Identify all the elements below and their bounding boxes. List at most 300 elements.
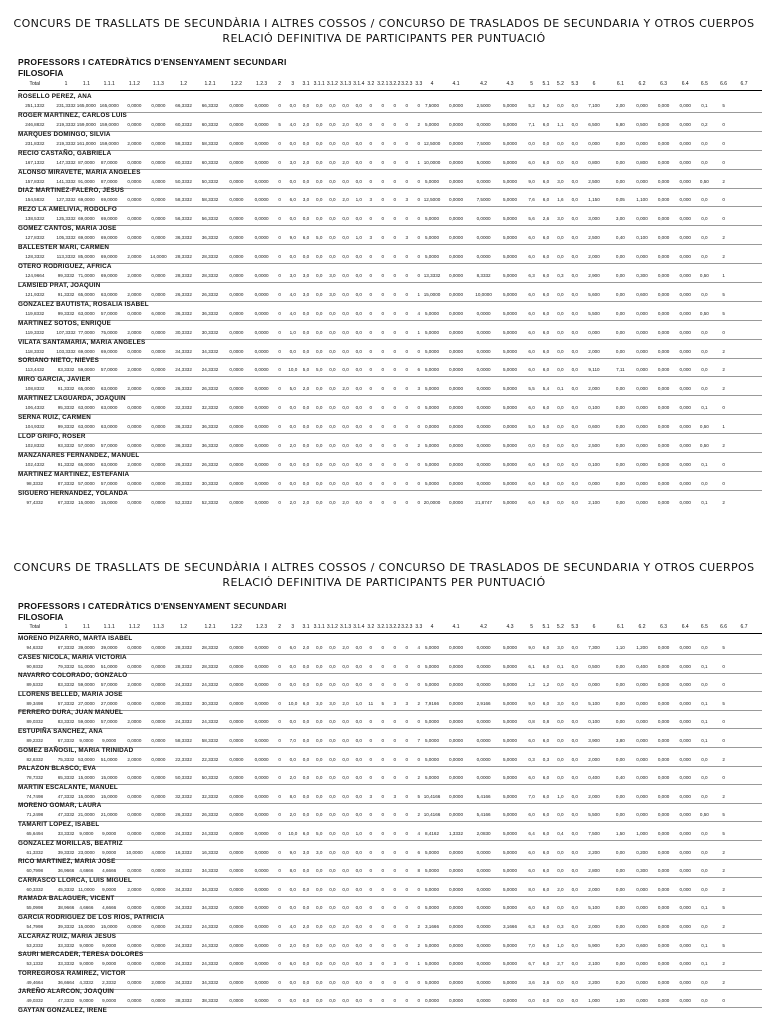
- score-cell: 6,0: [289, 961, 296, 967]
- score-cell: 0,20: [615, 979, 625, 985]
- score-cell: 5,0: [315, 830, 323, 836]
- score-cell: 6,0: [528, 310, 535, 316]
- score-cell: 0,1: [701, 405, 708, 411]
- score-cell: 36,9666: [57, 868, 75, 874]
- score-cell: 0: [417, 140, 421, 146]
- table-row: [18, 913, 762, 932]
- participant-name: MORENO PIZARRO, MARTA ISABEL: [18, 635, 133, 642]
- score-cell: 0: [369, 905, 373, 911]
- score-cell: 0,0000: [229, 291, 244, 297]
- score-cell: 0,0: [315, 961, 323, 967]
- score-cell: 0,000: [679, 923, 691, 929]
- score-cell: 0,0: [315, 812, 323, 818]
- score-cell: 0,0000: [476, 121, 491, 127]
- score-cell: 0,0: [355, 905, 362, 911]
- score-cell: 47,3332: [57, 812, 75, 818]
- score-cell: 0: [405, 121, 409, 127]
- score-cell: 0: [369, 737, 373, 743]
- column-header: [18, 80, 762, 91]
- score-cell: 57,0000: [100, 682, 118, 688]
- score-cell: 0: [405, 329, 409, 335]
- score-cell: 138,5332: [25, 216, 45, 222]
- score-cell: 0: [278, 310, 281, 316]
- score-cell: 0: [278, 443, 281, 449]
- score-cell: 0: [381, 386, 385, 392]
- score-cell: 0: [278, 775, 281, 781]
- score-cell: 0,0000: [127, 499, 142, 505]
- score-cell: 0,0000: [448, 367, 464, 373]
- score-cell: 0: [393, 998, 397, 1004]
- participant-name: RICO MARTINEZ, MARIA JOSE: [18, 858, 116, 866]
- score-cell: 4,0: [289, 121, 296, 127]
- score-cell: 11: [368, 700, 374, 706]
- score-cell: 0,0000: [476, 719, 491, 725]
- score-cell: 2,500: [588, 235, 600, 241]
- score-cell: 0,0000: [476, 386, 491, 392]
- score-cell: 2: [722, 793, 725, 799]
- score-cell: 58,3332: [175, 737, 192, 743]
- score-cell: 0,0000: [229, 197, 244, 203]
- table-row: [18, 319, 762, 338]
- score-cell: 6,0: [542, 405, 550, 411]
- score-cell: 0: [369, 291, 373, 297]
- score-cell: 0,0: [315, 923, 323, 929]
- participant-name: GOMEZ CANTOS, MARIA JOSE: [18, 225, 117, 233]
- score-cell: 0: [278, 979, 281, 985]
- score-cell: 0,000: [657, 103, 670, 108]
- column-label: 1.2.1: [204, 624, 216, 630]
- score-cell: 0,0: [329, 961, 336, 967]
- score-cell: 0: [405, 645, 409, 650]
- score-cell: 0,0: [289, 756, 296, 762]
- score-cell: 0,0: [315, 737, 323, 743]
- score-cell: 5,0000: [502, 443, 518, 449]
- score-cell: 0,0000: [127, 235, 142, 241]
- score-cell: 0,000: [679, 235, 691, 241]
- score-cell: 0,0000: [151, 499, 166, 505]
- score-cell: 6,0: [528, 812, 535, 818]
- score-cell: 0,0000: [254, 121, 269, 127]
- score-cell: 7: [417, 737, 421, 743]
- score-cell: 0: [417, 216, 421, 222]
- score-cell: 0: [393, 273, 397, 279]
- score-cell: 0,000: [679, 886, 691, 892]
- column-label: 3.1: [302, 81, 310, 87]
- score-cell: 0,0: [315, 480, 323, 486]
- score-cell: 0,00: [615, 254, 625, 260]
- score-cell: 50,3332: [201, 178, 219, 184]
- score-cell: 54,7998: [26, 923, 44, 929]
- score-cell: 0,0000: [151, 103, 166, 108]
- score-cell: 0,000: [657, 737, 670, 743]
- score-cell: 79,3332: [57, 663, 75, 669]
- score-cell: 107,3332: [56, 329, 76, 335]
- participant-name: MIRO GARCIA, JAVIER: [18, 376, 91, 384]
- score-cell: 0,0: [329, 103, 336, 108]
- score-cell: 0,0: [302, 216, 310, 222]
- score-cell: 2,100: [588, 499, 600, 505]
- score-cell: 0: [278, 868, 281, 874]
- score-cell: 5,0000: [502, 103, 518, 108]
- score-cell: 0: [405, 348, 409, 354]
- score-cell: 5: [722, 812, 725, 818]
- column-label: 2: [278, 81, 281, 87]
- score-cell: 0: [278, 461, 281, 467]
- score-cell: 0,000: [657, 424, 670, 430]
- score-cell: 5,0000: [424, 886, 440, 892]
- score-cell: 24,3332: [175, 719, 192, 725]
- column-label: 5: [530, 624, 533, 630]
- score-cell: 0: [405, 273, 409, 279]
- score-cell: 2: [722, 923, 725, 929]
- score-cell: 0,0: [355, 499, 362, 505]
- score-cell: 6,0: [528, 348, 535, 354]
- score-cell: 0,000: [588, 140, 600, 146]
- score-cell: 0,0: [329, 645, 336, 650]
- score-cell: 28,3332: [175, 273, 192, 279]
- score-cell: 0: [278, 700, 281, 706]
- score-cell: 0,0: [329, 121, 336, 127]
- score-cell: 0,0000: [254, 645, 269, 650]
- score-cell: 0,0: [315, 291, 323, 297]
- score-cell: 0,000: [679, 663, 691, 669]
- score-cell: 0,0000: [448, 159, 464, 165]
- score-cell: 0: [722, 663, 725, 669]
- score-cell: 1: [722, 424, 725, 430]
- column-label: 3.2: [367, 624, 375, 630]
- score-cell: 5,5: [528, 386, 535, 392]
- participant-name: TORREGROSA RAMIREZ, VICTOR: [18, 969, 126, 977]
- score-cell: 0: [405, 103, 409, 108]
- score-cell: 0,0000: [229, 254, 244, 260]
- score-cell: 0,0000: [448, 756, 464, 762]
- score-cell: 57,0000: [100, 480, 118, 486]
- score-cell: 0,0: [701, 216, 708, 222]
- score-cell: 0,0000: [127, 216, 142, 222]
- score-cell: 15,0000: [78, 775, 95, 781]
- score-cell: 7,1: [528, 121, 535, 127]
- score-cell: 0,0000: [254, 961, 269, 967]
- score-cell: 7,6: [528, 197, 535, 203]
- score-cell: 0,000: [636, 499, 648, 505]
- score-cell: 5,0000: [424, 663, 440, 669]
- score-cell: 0,0: [342, 140, 349, 146]
- score-cell: 0,0: [355, 443, 362, 449]
- score-cell: 0: [369, 812, 373, 818]
- score-cell: 0,0: [302, 775, 310, 781]
- score-cell: 0: [381, 756, 385, 762]
- score-cell: 0,0: [289, 178, 296, 184]
- score-cell: 5,0000: [502, 386, 518, 392]
- score-cell: 0,0: [557, 756, 564, 762]
- score-cell: 9,0: [528, 700, 535, 706]
- score-cell: 6,0: [528, 868, 535, 874]
- score-cell: 0,8: [528, 719, 535, 725]
- score-cell: 69,0000: [100, 197, 118, 203]
- score-cell: 39,3332: [57, 849, 75, 855]
- score-cell: 0,0: [571, 737, 578, 743]
- score-cell: 9,0000: [79, 830, 94, 836]
- score-cell: 5,0: [542, 424, 550, 430]
- column-label: 3.3: [415, 624, 423, 630]
- score-cell: 26,3332: [175, 461, 192, 467]
- score-cell: 9,0000: [102, 998, 117, 1004]
- score-cell: 5,0000: [424, 121, 440, 127]
- score-cell: 24,3332: [175, 830, 192, 836]
- score-cell: 6,0: [542, 121, 550, 127]
- score-cell: 0,000: [636, 461, 648, 467]
- speciality-heading: FILOSOFIA: [18, 612, 64, 622]
- score-cell: 24,3332: [201, 719, 219, 725]
- score-cell: 56,3332: [201, 216, 219, 222]
- score-cell: 0: [393, 235, 397, 241]
- score-cell: 0,000: [679, 499, 691, 505]
- score-cell: 99,3332: [57, 273, 75, 279]
- score-cell: 0,0: [571, 103, 578, 108]
- score-cell: 0,0000: [229, 700, 244, 706]
- score-cell: 47,3332: [57, 793, 75, 799]
- score-cell: 0: [393, 405, 397, 411]
- column-label: 3.1.2: [326, 81, 338, 87]
- score-cell: 0: [405, 793, 409, 799]
- score-cell: 0,0: [289, 719, 296, 725]
- score-cell: 0,0: [289, 216, 296, 222]
- score-cell: 0: [405, 961, 409, 967]
- score-cell: 0,0: [315, 793, 323, 799]
- score-cell: 0,0: [329, 812, 336, 818]
- score-cell: 0: [417, 886, 421, 892]
- score-cell: 2,0: [302, 159, 310, 165]
- score-cell: 51,0000: [100, 756, 118, 762]
- report-title: [0, 16, 768, 46]
- score-cell: 3,900: [588, 737, 600, 743]
- score-cell: 60,7998: [26, 868, 44, 874]
- score-cell: 6,0: [528, 905, 535, 911]
- score-cell: 0,0: [302, 998, 310, 1004]
- score-cell: 15,0000: [78, 923, 95, 929]
- score-cell: 5,0000: [502, 367, 518, 373]
- score-cell: 0,0: [355, 979, 362, 985]
- score-cell: 0,000: [679, 737, 691, 743]
- score-cell: 69,0000: [100, 254, 118, 260]
- score-cell: 0,0: [557, 140, 564, 146]
- score-cell: 36,3332: [201, 310, 219, 316]
- score-cell: 3,0: [557, 216, 564, 222]
- score-cell: 0,000: [636, 682, 648, 688]
- score-cell: 5,0000: [502, 499, 518, 505]
- score-cell: 6,0: [542, 663, 550, 669]
- table-row: [18, 394, 762, 413]
- score-cell: 0,000: [636, 998, 648, 1004]
- table-row: [18, 969, 762, 988]
- score-cell: 0,0: [315, 756, 323, 762]
- score-cell: 0,0000: [448, 775, 464, 781]
- score-cell: 0,0: [355, 140, 362, 146]
- column-label: 6.2: [638, 81, 646, 87]
- score-cell: 0: [369, 775, 373, 781]
- score-cell: 57,0000: [100, 310, 118, 316]
- score-cell: 0,00: [615, 159, 625, 165]
- score-cell: 0,0000: [448, 254, 464, 260]
- column-label: 5.3: [571, 624, 579, 630]
- score-cell: 0,0: [342, 235, 349, 241]
- score-cell: 0,000: [657, 663, 670, 669]
- participant-name: ROSELLO PEREZ, ANA: [18, 93, 92, 100]
- score-cell: 0,000: [657, 849, 670, 855]
- score-cell: 0,0: [302, 868, 310, 874]
- score-cell: 5,100: [588, 700, 600, 706]
- score-cell: 0: [278, 235, 281, 241]
- title-line-2: RELACIÓ DEFINITIVA DE PARTICIPANTS PER PUNTUACIÓ: [222, 576, 546, 589]
- score-cell: 0,000: [657, 942, 670, 948]
- score-cell: 0: [369, 480, 373, 486]
- column-label: 1.2.1: [204, 81, 216, 87]
- score-cell: 69,0000: [100, 235, 118, 241]
- score-cell: 0: [278, 386, 281, 392]
- participant-name: LLOP GRIFO, ROSER: [18, 433, 86, 441]
- score-cell: 24,3332: [201, 367, 219, 373]
- score-cell: 5,0000: [424, 756, 440, 762]
- score-cell: 0,0: [329, 682, 336, 688]
- table-row: [18, 356, 762, 375]
- score-cell: 0,0000: [254, 682, 269, 688]
- score-cell: 53,0000: [78, 756, 95, 762]
- score-cell: 0,0000: [151, 812, 166, 818]
- column-label: 1.1.2: [128, 81, 140, 87]
- score-cell: 0,0000: [254, 424, 269, 430]
- table-row: [18, 262, 762, 281]
- score-cell: 5,0000: [502, 663, 518, 669]
- score-cell: 0,000: [636, 310, 648, 316]
- score-cell: 0,0000: [448, 310, 464, 316]
- score-cell: 0: [369, 310, 373, 316]
- score-cell: 0,2: [701, 121, 708, 127]
- score-cell: 5,0000: [502, 979, 518, 985]
- score-cell: 0,000: [657, 443, 670, 449]
- score-cell: 0,0000: [448, 942, 464, 948]
- score-cell: 0,0: [571, 178, 578, 184]
- score-cell: 2,0000: [127, 140, 142, 146]
- score-cell: 6,0: [542, 197, 550, 203]
- score-cell: 3,0: [329, 700, 336, 706]
- score-cell: 2,0: [342, 700, 349, 706]
- score-cell: 0: [381, 235, 385, 241]
- column-label: 3: [291, 624, 295, 630]
- score-cell: 106,4332: [25, 405, 45, 411]
- score-cell: 0: [393, 140, 397, 146]
- score-cell: 0,05: [615, 197, 625, 203]
- score-cell: 0,0: [342, 849, 349, 855]
- score-cell: 0: [405, 979, 409, 985]
- score-cell: 0,0: [571, 273, 578, 279]
- column-label: 1.1.3: [152, 81, 164, 87]
- score-cell: 0,0000: [151, 121, 166, 127]
- score-cell: 75,0000: [100, 329, 118, 335]
- score-cell: 3,0: [289, 273, 296, 279]
- score-cell: 0: [369, 140, 373, 146]
- score-cell: 0,0: [571, 886, 578, 892]
- score-cell: 0,0: [315, 942, 323, 948]
- score-cell: 52,3332: [201, 499, 219, 505]
- score-cell: 0,0: [329, 178, 336, 184]
- score-cell: 0: [722, 480, 725, 486]
- score-cell: 5,0000: [424, 682, 440, 688]
- score-cell: 0: [278, 886, 281, 892]
- score-cell: 0,000: [679, 979, 691, 985]
- score-cell: 0,0: [701, 197, 708, 203]
- score-cell: 0,000: [636, 348, 648, 354]
- score-cell: 0: [405, 499, 409, 505]
- score-cell: 0,50: [699, 310, 709, 316]
- score-cell: 0,00: [615, 663, 625, 669]
- score-cell: 0,800: [636, 159, 648, 165]
- score-cell: 0,0000: [127, 942, 142, 948]
- score-cell: 0,0000: [151, 386, 166, 392]
- score-cell: 0: [393, 291, 397, 297]
- score-cell: 2,5000: [476, 103, 491, 108]
- score-cell: 26,3332: [201, 291, 219, 297]
- column-label: 3: [291, 81, 295, 87]
- score-cell: 0,0: [355, 793, 362, 799]
- score-cell: 0,0000: [448, 121, 464, 127]
- score-cell: 3: [369, 961, 373, 967]
- participant-list: [18, 634, 762, 1024]
- column-label: 1.1.1: [103, 81, 115, 87]
- score-cell: 0: [393, 737, 397, 743]
- score-cell: 50,3332: [175, 178, 192, 184]
- score-cell: 0: [393, 480, 397, 486]
- score-cell: 1,0: [289, 329, 296, 335]
- score-cell: 0,0: [329, 998, 336, 1004]
- score-cell: 5,2: [528, 103, 535, 108]
- score-cell: 5,0000: [502, 348, 518, 354]
- score-cell: 33,3332: [57, 830, 75, 836]
- score-cell: 2,0: [342, 197, 349, 203]
- score-cell: 5,0000: [502, 849, 518, 855]
- score-cell: 0,000: [657, 310, 670, 316]
- score-cell: 0,0000: [127, 998, 142, 1004]
- score-cell: 0: [369, 499, 373, 505]
- score-cell: 33,3332: [57, 961, 75, 967]
- score-cell: 0,600: [636, 291, 648, 297]
- score-cell: 67,3332: [57, 737, 75, 743]
- score-cell: 47,3332: [57, 998, 75, 1004]
- score-cell: 60,3332: [201, 121, 219, 127]
- score-cell: 24,3332: [175, 961, 192, 967]
- score-cell: 32,3332: [201, 405, 219, 411]
- score-cell: 0,000: [657, 682, 670, 688]
- score-cell: 0,0: [315, 905, 323, 911]
- score-cell: 24,3332: [175, 923, 192, 929]
- score-cell: 0,0: [302, 682, 310, 688]
- score-cell: 165,0000: [76, 103, 96, 108]
- score-cell: 5,0000: [502, 812, 518, 818]
- score-cell: 0: [278, 103, 281, 108]
- score-cell: 2,0: [289, 499, 296, 505]
- score-cell: 0,0: [342, 405, 349, 411]
- score-cell: 0,0: [329, 348, 336, 354]
- score-cell: 0,0000: [476, 998, 491, 1004]
- score-cell: 63,0000: [100, 386, 118, 392]
- score-cell: 7,5000: [424, 103, 440, 108]
- score-cell: 39,0000: [78, 645, 95, 650]
- score-cell: 0,0000: [254, 235, 269, 241]
- score-cell: 2,0000: [127, 719, 142, 725]
- column-label: 1.1: [82, 81, 90, 87]
- score-cell: 65,0000: [78, 461, 95, 467]
- score-cell: 0,0: [329, 663, 336, 669]
- column-label: 1.2.3: [256, 81, 268, 87]
